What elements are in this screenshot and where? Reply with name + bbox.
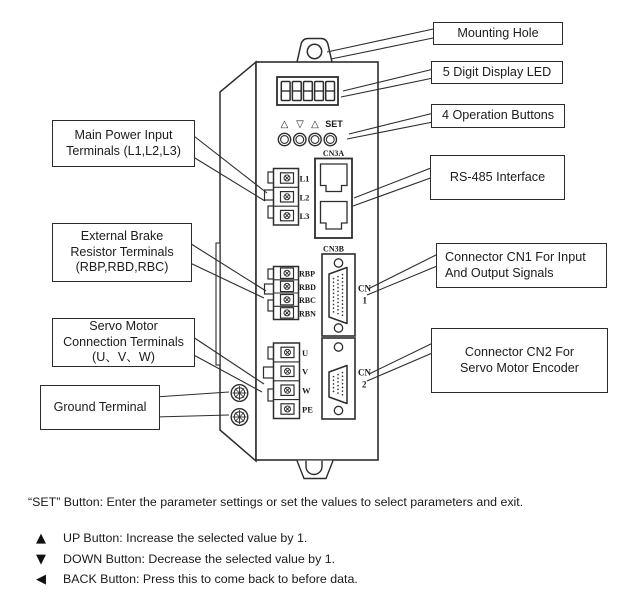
callout-line: RS-485 Interface xyxy=(449,169,546,184)
cn1-label: CN xyxy=(358,283,371,294)
mounting-hole-icon xyxy=(307,44,321,58)
terminal-label-rbp: RBP xyxy=(299,269,315,279)
bottom-tab-notch xyxy=(306,461,322,475)
legend-row-back xyxy=(36,572,613,587)
display-led-panel xyxy=(277,77,338,105)
terminal-label-l1: L1 xyxy=(299,173,310,184)
terminal-label-l2: L2 xyxy=(299,192,310,203)
callout-operation-buttons xyxy=(431,104,565,128)
terminal-label-u: U xyxy=(302,347,309,358)
cn3a-label: CN3A xyxy=(322,149,345,158)
down-button-description: DOWN Button: Decrease the selected value by 1. xyxy=(63,551,336,566)
callout-line: External Brake xyxy=(80,229,164,244)
power-terminal-block xyxy=(265,169,310,226)
callout-main-power-terminals xyxy=(52,120,195,167)
callout-line: Main Power Input xyxy=(74,128,173,142)
callout-line: Servo Motor xyxy=(89,319,158,334)
cn3b-label: CN3B xyxy=(323,244,344,254)
legend-row-down xyxy=(36,552,613,567)
terminal-label-rbd: RBD xyxy=(299,282,316,292)
callout-line: (U、V、W) xyxy=(92,350,155,365)
callout-line: And Output Signals xyxy=(445,265,554,280)
callout-line: Connector CN1 For Input xyxy=(445,250,586,264)
callout-mounting-hole xyxy=(433,22,563,45)
callout-display-led xyxy=(431,61,563,84)
callout-line: 5 Digit Display LED xyxy=(442,64,552,79)
callout-servo-motor-terminals xyxy=(52,318,195,367)
back-triangle-icon: △ xyxy=(311,119,319,130)
cn1-number: 1 xyxy=(362,295,367,306)
cn2-label: CN xyxy=(358,367,371,378)
terminal-label-w: W xyxy=(302,385,311,396)
callout-brake-resistor-terminals xyxy=(52,223,192,282)
callout-line: Ground Terminal xyxy=(53,399,147,414)
back-filled-triangle-icon: ◀ xyxy=(36,572,46,587)
callout-line: 4 Operation Buttons xyxy=(441,108,554,123)
up-button-description: UP Button: Increase the selected value by 1. xyxy=(63,531,308,545)
ground-screw-bottom xyxy=(231,409,248,426)
callout-line: Connection Terminals xyxy=(63,334,184,349)
back-button-description: BACK Button: Press this to come back to before data. xyxy=(63,572,358,586)
terminal-label-rbn: RBN xyxy=(299,309,316,319)
callout-line: Resistor Terminals xyxy=(70,244,174,259)
callout-line: Mounting Hole xyxy=(457,25,539,40)
terminal-label-pe: PE xyxy=(302,404,313,415)
button-legend xyxy=(28,495,613,593)
callout-line: Connector CN2 For xyxy=(464,345,575,359)
callout-connector-cn1 xyxy=(436,243,607,288)
terminal-label-l3: L3 xyxy=(299,211,310,221)
set-button-description: “SET” Button: Enter the parameter settings or set the values to select parameters and exit. xyxy=(28,495,524,509)
callout-ground-terminal xyxy=(40,385,160,430)
up-filled-triangle-icon: ▲ xyxy=(36,531,46,546)
callout-rs485-interface xyxy=(430,155,565,200)
up-triangle-icon: △ xyxy=(280,119,289,130)
set-button-label: SET xyxy=(325,119,343,129)
legend-row-up xyxy=(36,531,613,546)
callout-line: (RBP,RBD,RBC) xyxy=(75,260,169,275)
terminal-label-v: V xyxy=(302,366,309,377)
ground-screw-top xyxy=(231,385,248,402)
down-filled-triangle-icon: ▼ xyxy=(36,551,46,567)
down-triangle-icon: ▽ xyxy=(296,119,304,130)
callout-line: Servo Motor Encoder xyxy=(460,360,579,375)
callout-connector-cn2 xyxy=(431,328,608,393)
callout-line: Terminals (L1,L2,L3) xyxy=(66,143,181,158)
cn2-number: 2 xyxy=(362,379,367,390)
terminal-label-rbc: RBC xyxy=(299,296,316,306)
